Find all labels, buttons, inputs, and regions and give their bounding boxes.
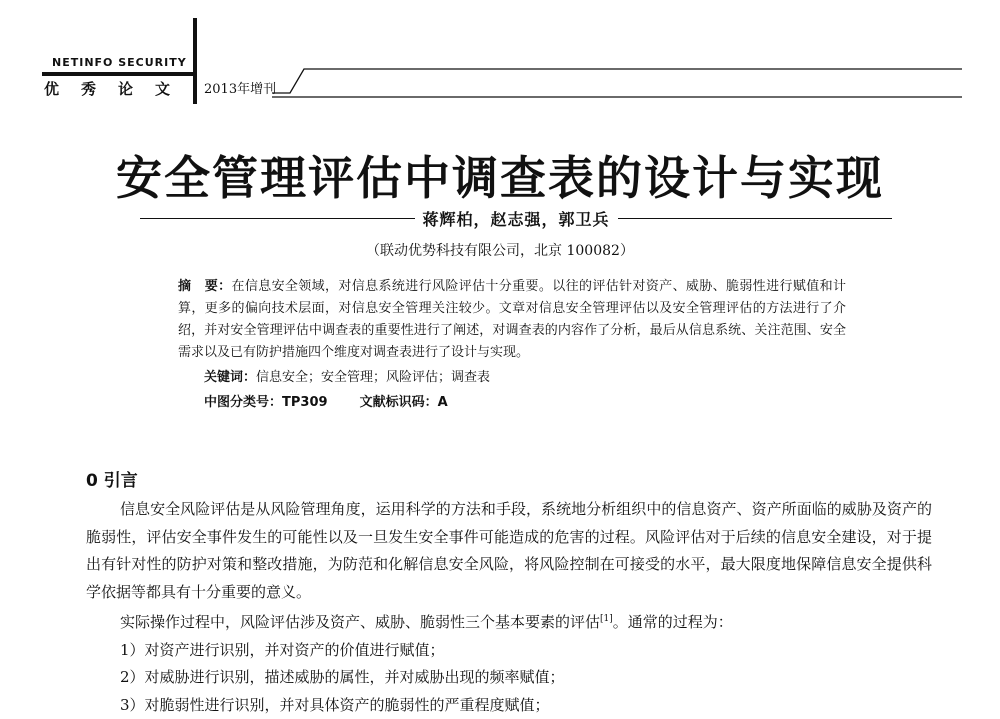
paragraph: 信息安全风险评估是从风险管理角度，运用科学的方法和手段，系统地分析组织中的信息资产、资产所面临的威胁及资产的脆弱性，评估安全事件发生的可能性以及一旦发生安全事件可能造成的危害的过程。风险评估对于后续的信息安全建设，对于提出有针对性的防护对策和整改措施，为防范和化解信息安全风险，将风险控制在可接受的水平，最大限度地保障信息安全提供科学依据等都具有十分重要的意义。 xyxy=(86,496,932,606)
article-title: 安全管理评估中调查表的设计与实现 xyxy=(0,142,1000,208)
author-row xyxy=(140,207,892,230)
citation-ref: [1] xyxy=(600,614,613,624)
list-item: 2）对威胁进行识别，描述威胁的属性，并对威胁出现的频率赋值； xyxy=(86,664,932,692)
paragraph-tail: 。通常的过程为： xyxy=(613,613,733,631)
header-tab-line xyxy=(272,63,962,99)
abstract-label: 摘 要： xyxy=(178,279,231,294)
abstract xyxy=(178,276,846,364)
author-rule-right xyxy=(618,218,893,219)
list-item: 1）对资产进行识别，并对资产的价值进行赋值； xyxy=(86,637,932,665)
keywords-label: 关键词： xyxy=(204,370,256,385)
keywords xyxy=(204,366,490,385)
list-item: 3）对脆弱性进行识别，并对具体资产的脆弱性的严重程度赋值； xyxy=(86,692,932,719)
affiliation: （联动优势科技有限公司，北京 100082） xyxy=(0,240,1000,260)
author-rule-left xyxy=(140,218,415,219)
paragraph xyxy=(86,606,932,637)
doc-code-label: 文献标识码： xyxy=(360,395,438,410)
doc-code-value: A xyxy=(438,395,448,410)
abstract-text: 在信息安全领域，对信息系统进行风险评估十分重要。以往的评估针对资产、威胁、脆弱性进行赋值和计算，更多的偏向技术层面，对信息安全管理关注较少。文章对信息安全管理评估以及安全管理评估的方法进行了介绍，并对安全管理评估中调查表的重要性进行了阐述，对调查表的内容作了分析，最后从信息系统、关注范围、安全需求以及已有防护措施四个维度对调查表进行了设计与实现。 xyxy=(178,279,846,360)
classification-line xyxy=(204,391,448,410)
masthead-divider xyxy=(193,18,197,104)
journal-brand: NETINFO SECURITY xyxy=(52,56,187,69)
authors: 蒋辉柏，赵志强，郭卫兵 xyxy=(415,207,618,230)
body-text xyxy=(86,496,932,719)
clc-label: 中图分类号： xyxy=(204,395,282,410)
issue-label: 2013年增刊 xyxy=(204,78,276,97)
clc-value: TP309 xyxy=(282,395,328,410)
section-heading: 0 引言 xyxy=(86,466,138,491)
keywords-text: 信息安全；安全管理；风险评估；调查表 xyxy=(256,370,490,385)
paragraph-text: 实际操作过程中，风险评估涉及资产、威胁、脆弱性三个基本要素的评估 xyxy=(120,613,600,631)
section-label: 优秀论文 xyxy=(44,78,196,100)
brand-bar xyxy=(42,72,194,76)
